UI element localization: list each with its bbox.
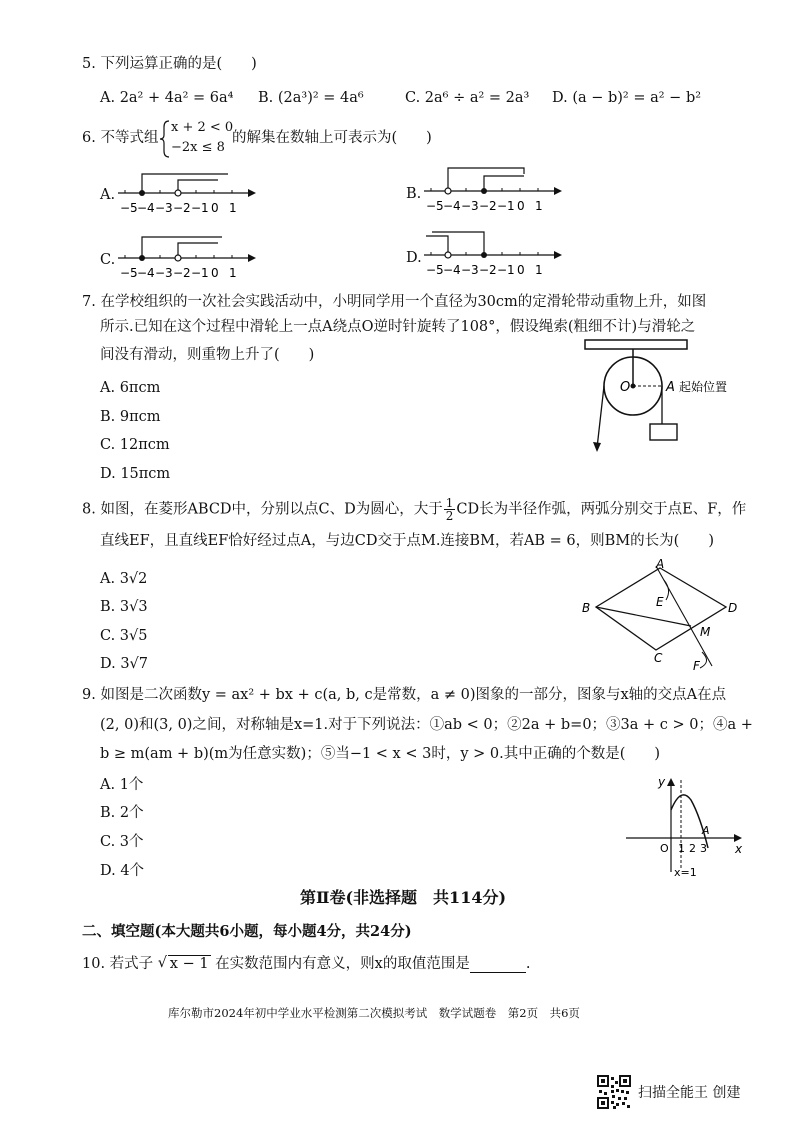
q8-rhombus-figure xyxy=(578,558,758,678)
q6-option-c-label: C. xyxy=(100,252,116,268)
q5-option-d: D. (a − b)² = a² − b² xyxy=(552,90,702,106)
q8-option-c: C. 3√5 xyxy=(100,628,148,644)
q7-pulley-figure xyxy=(583,338,773,458)
q6-inequality-2: −2x ≤ 8 xyxy=(171,140,225,155)
q6c-tick-label: −2 xyxy=(173,266,191,280)
q9-line-2: (2, 0)和(3, 0)之间，对称轴是x=1.对于下列说法：①ab < 0；②2a + b=0；③3a + c > 0；④a + xyxy=(100,717,753,733)
q6c-tick-label: −5 xyxy=(120,266,138,280)
q8-line-1a: 8. 如图，在菱形ABCD中，分别以点C、D为圆心，大于 xyxy=(82,501,443,518)
q8-fig-e: E xyxy=(656,595,664,609)
q6d-tick-label: −1 xyxy=(497,263,515,277)
q6d-tick-label: 1 xyxy=(535,263,543,277)
q7-option-a: A. 6πcm xyxy=(100,380,161,396)
q9-option-c: C. 3个 xyxy=(100,834,144,850)
q9-option-d: D. 4个 xyxy=(100,863,145,879)
q6-numberline-c xyxy=(118,231,258,281)
q6-option-d-label: D. xyxy=(406,250,422,266)
q7-option-c: C. 12πcm xyxy=(100,437,170,453)
q5-option-b: B. (2a³)² = 4a⁶ xyxy=(258,90,364,106)
q8-fig-d: D xyxy=(728,601,738,615)
q6d-tick-label: −3 xyxy=(461,263,479,277)
q7-option-d: D. 15πcm xyxy=(100,466,171,482)
q8-frac-num: 1 xyxy=(445,496,454,510)
q10-sqrt: √ x − 1 xyxy=(157,955,209,972)
q5-stem: 5. 下列运算正确的是( ) xyxy=(82,56,257,72)
q9-fig-tick-3: 3 xyxy=(700,842,707,855)
q8-frac-den: 2 xyxy=(445,509,454,523)
q9-option-a: A. 1个 xyxy=(100,777,144,793)
q9-fig-tick-1: 1 xyxy=(678,842,685,855)
q6-inequality-1: x + 2 < 0 xyxy=(171,120,234,135)
q8-option-a: A. 3√2 xyxy=(100,571,148,587)
q6c-tick-label: −4 xyxy=(137,266,155,280)
q8-fig-b: B xyxy=(582,601,591,615)
q6a-tick-label: −4 xyxy=(137,201,155,215)
section-2-title: 第Ⅱ卷(非选择题 共114分) xyxy=(300,888,507,907)
q6c-tick-label: −1 xyxy=(191,266,209,280)
q8-fraction xyxy=(444,497,456,522)
q6c-tick-label: 0 xyxy=(211,266,219,280)
q6c-tick-label: −3 xyxy=(155,266,173,280)
q6a-tick-label: −3 xyxy=(155,201,173,215)
q8-fig-f: F xyxy=(693,659,700,673)
scanner-watermark: 扫描全能王 创建 xyxy=(638,1085,741,1101)
page-footer: 库尔勒市2024年初中学业水平检测第二次模拟考试 数学试题卷 第2页 共6页 xyxy=(168,1006,580,1020)
q8-option-d: D. 3√7 xyxy=(100,656,149,672)
q6b-tick-label: −4 xyxy=(443,199,461,213)
q6a-tick-label: −5 xyxy=(120,201,138,215)
q7-line-3: 间没有滑动，则重物上升了( ) xyxy=(100,347,315,363)
q6-brace xyxy=(160,119,170,159)
q6d-tick-label: −5 xyxy=(426,263,444,277)
q9-parabola-figure xyxy=(622,772,752,882)
q8-fig-c: C xyxy=(654,651,663,665)
q6-numberline-b xyxy=(424,164,564,214)
q8-option-b: B. 3√3 xyxy=(100,599,148,615)
q9-fig-y: y xyxy=(658,775,666,789)
part-2-title: 二、填空题(本大题共6小题，每小题4分，共24分) xyxy=(82,923,412,940)
q9-fig-a: A xyxy=(702,824,710,837)
q6c-tick-label: 1 xyxy=(229,266,237,280)
q8-line-1b: CD长为半径作弧，两弧分别交于点E、F，作 xyxy=(456,501,747,518)
q6d-tick-label: −4 xyxy=(443,263,461,277)
q9-line-1: 9. 如图是二次函数y = ax² + bx + c(a, b, c是常数，a ≠ 0)图象的一部分，图象与x轴的交点A在点 xyxy=(82,687,727,703)
q6a-tick-label: −2 xyxy=(173,201,191,215)
q6-option-a-label: A. xyxy=(100,187,116,203)
q6b-tick-label: −1 xyxy=(497,199,515,213)
q6a-tick-label: −1 xyxy=(191,201,209,215)
q6-numberline-a xyxy=(118,166,258,216)
q10-prefix: 10. 若式子 xyxy=(82,956,154,972)
q7-line-1: 7. 在学校组织的一次社会实践活动中，小明同学用一个直径为30cm的定滑轮带动重物上升，如图 xyxy=(82,294,707,310)
q10-line xyxy=(82,955,530,973)
q6-stem-prefix: 6. 不等式组 xyxy=(82,130,159,146)
q6-stem-suffix: 的解集在数轴上可表示为( ) xyxy=(232,130,432,146)
q6a-tick-label: 0 xyxy=(211,201,219,215)
q7-option-b: B. 9πcm xyxy=(100,409,161,425)
q6b-tick-label: −5 xyxy=(426,199,444,213)
q5-option-a: A. 2a² + 4a² = 6a⁴ xyxy=(100,90,234,106)
q9-line-3: b ≥ m(am + b)(m为任意实数)；⑤当−1 < x < 3时，y > 0.其中正确的个数是( ) xyxy=(100,746,661,762)
q6-numberline-d xyxy=(424,228,564,278)
q8-fig-m: M xyxy=(700,625,711,639)
q7-fig-start-label: 起始位置 xyxy=(679,380,728,394)
q6d-tick-label: 0 xyxy=(517,263,525,277)
q6a-tick-label: 1 xyxy=(229,201,237,215)
q6b-tick-label: −3 xyxy=(461,199,479,213)
q9-fig-tick-2: 2 xyxy=(689,842,696,855)
q5-option-c: C. 2a⁶ ÷ a² = 2a³ xyxy=(405,90,530,106)
q6b-tick-label: 0 xyxy=(517,199,525,213)
q8-line-1 xyxy=(82,497,746,522)
q10-suffix: 在实数范围内有意义，则x的取值范围是 xyxy=(215,956,470,972)
q9-option-b: B. 2个 xyxy=(100,805,144,821)
q6-option-b-label: B. xyxy=(406,186,422,202)
q6d-tick-label: −2 xyxy=(479,263,497,277)
q6b-tick-label: 1 xyxy=(535,199,543,213)
q10-end: . xyxy=(525,956,531,972)
q8-fig-a: A xyxy=(656,557,665,571)
q7-fig-label-a: A xyxy=(666,380,675,395)
q9-fig-x: x xyxy=(735,842,743,856)
q10-answer-blank xyxy=(470,958,526,973)
q7-fig-label-o: O xyxy=(620,380,631,395)
q7-line-2: 所示.已知在这个过程中滑轮上一点A绕点O逆时针旋转了108°，假设绳索(粗细不计)与滑轮之 xyxy=(100,319,696,335)
q6b-tick-label: −2 xyxy=(479,199,497,213)
qr-code-icon xyxy=(597,1075,631,1109)
q9-fig-o: O xyxy=(660,842,669,855)
q10-radicand: x − 1 xyxy=(169,956,209,972)
q9-fig-axis-label: x=1 xyxy=(674,866,697,879)
q8-line-2: 直线EF，且直线EF恰好经过点A，与边CD交于点M.连接BM，若AB = 6，则BM的长为( ) xyxy=(100,533,714,549)
